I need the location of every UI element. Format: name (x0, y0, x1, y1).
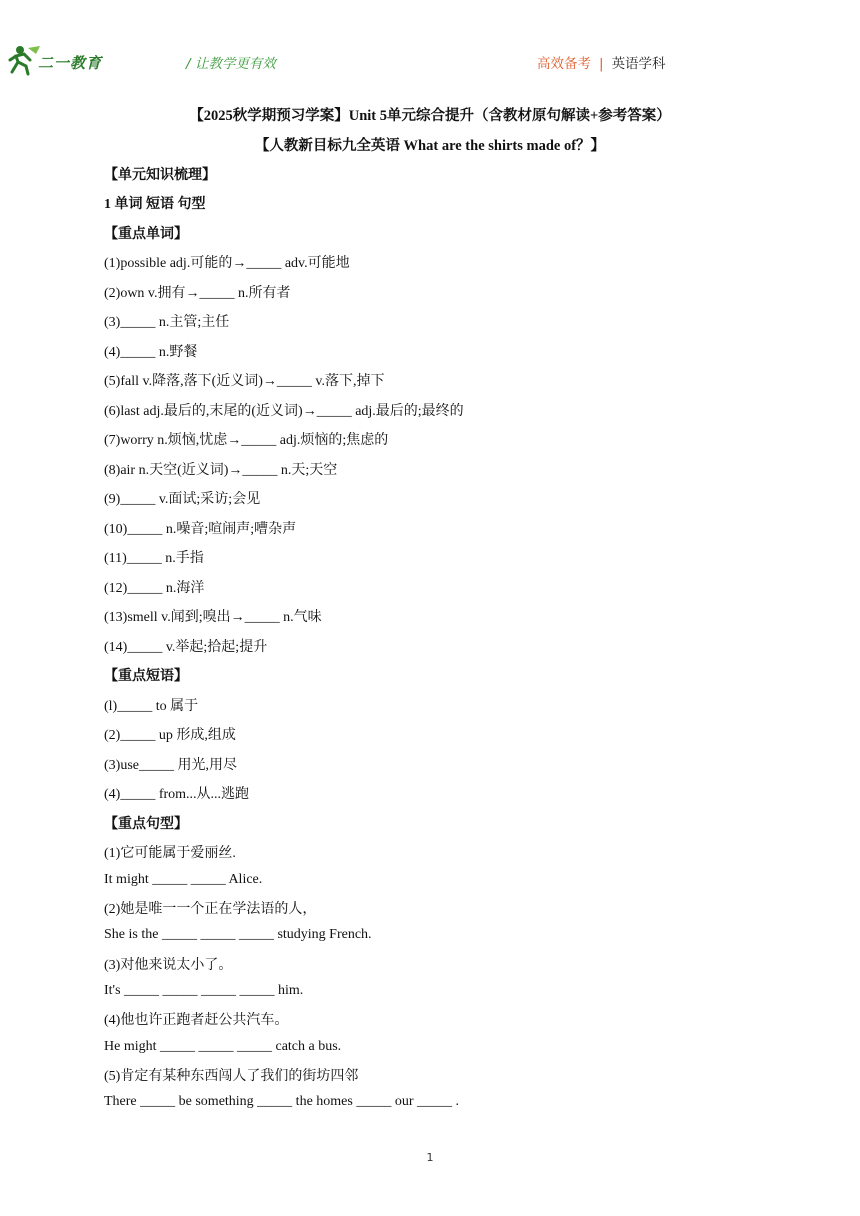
page-number: 1 (426, 1151, 434, 1164)
exercise-line: (2)_____ up 形成,组成 (104, 728, 236, 743)
section-heading: 【重点短语】 (104, 669, 188, 684)
header-separator: | (599, 56, 604, 72)
exercise-line: She is the _____ _____ _____ studying French. (104, 927, 372, 942)
header-tag-exam: 高效备考 (537, 56, 591, 72)
header-right (537, 52, 666, 72)
exercise-line: (2)她是唯一一个正在学法语的人， (104, 902, 317, 917)
exercise-line: It might _____ _____ Alice. (104, 872, 263, 887)
header-slogan: / 让教学更有效 (186, 56, 276, 72)
exercise-line: (3)use_____ 用光,用尽 (104, 758, 237, 773)
exercise-line: (9)_____ v.面试;采访;会见 (104, 492, 261, 507)
exercise-line: It's _____ _____ _____ _____ him. (104, 983, 304, 998)
exercise-line: (14)_____ v.举起;拾起;提升 (104, 640, 268, 655)
exercise-line: (10)_____ n.噪音;喧闹声;嘈杂声 (104, 522, 297, 537)
document-subtitle: 【人教新目标九全英语 What are the shirts made of？】 (254, 138, 606, 154)
exercise-line: (13)smell v.闻到;嗅出→_____ n.气味 (104, 610, 322, 625)
exercise-line: (4)_____ n.野餐 (104, 345, 198, 360)
document-title: 【2025秋学期预习学案】Unit 5单元综合提升（含教材原句解读+参考答案） (189, 108, 671, 124)
exercise-line: (7)worry n.烦恼,忧虑→_____ adj.烦恼的;焦虑的 (104, 433, 389, 448)
section-heading: 1 单词 短语 句型 (104, 197, 206, 212)
header-tag-subject: 英语学科 (611, 56, 666, 72)
exercise-line: (8)air n.天空(近义词)→_____ n.天;天空 (104, 463, 338, 478)
exercise-line: (12)_____ n.海洋 (104, 581, 205, 596)
exercise-line: (1)possible adj.可能的→_____ adv.可能地 (104, 256, 350, 271)
section-heading: 【单元知识梳理】 (104, 168, 216, 183)
exercise-line: (5)fall v.降落,落下(近义词)→_____ v.落下,掉下 (104, 374, 385, 389)
section-heading: 【重点句型】 (104, 817, 188, 832)
exercise-line: He might _____ _____ _____ catch a bus. (104, 1039, 342, 1054)
exercise-line: (11)_____ n.手指 (104, 551, 204, 566)
exercise-line: (3)对他来说太小了。 (104, 958, 233, 973)
exercise-line: (5)肯定有某种东西闯人了我们的街坊四邻 (104, 1069, 359, 1084)
exercise-line: There _____ be something _____ the homes _____ our _____ . (104, 1094, 460, 1109)
exercise-line: (l)_____ to 属于 (104, 699, 199, 714)
exercise-line: (4)_____ from...从...逃跑 (104, 787, 250, 802)
exercise-line: (3)_____ n.主管;主任 (104, 315, 230, 330)
exercise-line: (6)last adj.最后的,末尾的(近义词)→_____ adj.最后的;最终的 (104, 404, 464, 419)
exercise-line: (4)他也许正跑者赶公共汽车。 (104, 1013, 289, 1028)
section-heading: 【重点单词】 (104, 227, 188, 242)
logo-text: 二一教育 (38, 54, 103, 72)
exercise-line: (1)它可能属于爱丽丝. (104, 846, 236, 861)
exercise-line: (2)own v.拥有→_____ n.所有者 (104, 286, 291, 301)
page-header (0, 0, 860, 80)
